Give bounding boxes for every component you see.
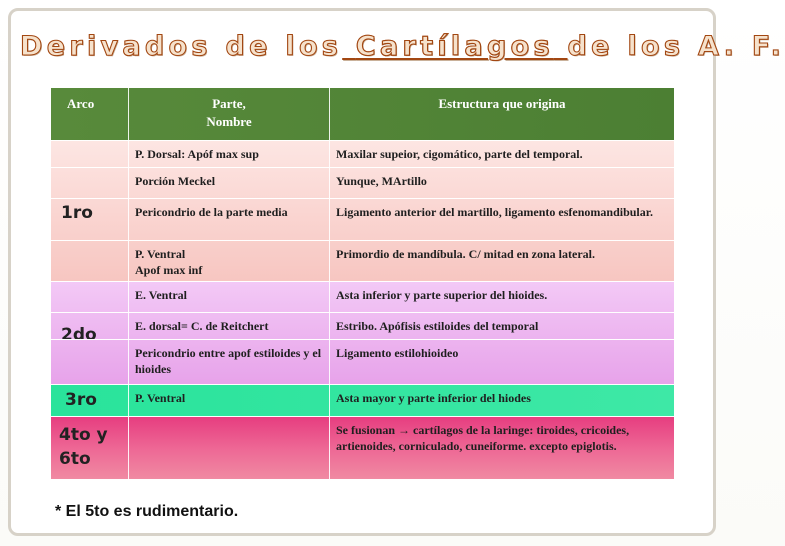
title-part-3: de los A. F. [567,31,785,62]
arco-label-1: 1ro [61,203,93,223]
parte-cell: Pericondrio de la parte media [128,199,329,240]
table-row [51,312,674,339]
estructura-cell: Se fusionan → cartílagos de la laringe: tiroides, cricoides, artienoides, corniculado, cuneiforme. excepto epiglotis. [329,417,674,479]
header-estructura: Estructura que origina [329,88,674,140]
table-row [51,198,674,240]
estructura-cell: Yunque, MArtillo [329,168,674,198]
arco-4-6-group [51,416,674,479]
header-parte: Parte, Nombre [128,88,329,140]
parte-cell: Porción Meckel [128,168,329,198]
parte-cell: P. Ventral Apof max inf [128,241,329,281]
arco-2-group [51,281,674,384]
table-row [51,384,674,416]
table-row [51,416,674,479]
table-header-row [51,88,674,140]
slide-title [20,30,785,64]
arco-label-4-6: 4to y 6to [59,425,108,469]
table-row [51,140,674,167]
estructura-cell: Asta inferior y parte superior del hioides. [329,282,674,312]
parte-cell: Pericondrio entre apof estiloides y el hioides [128,340,329,384]
estructura-cell: Estribo. Apófisis estiloides del temporal [329,313,674,339]
footnote: * El 5to es rudimentario. [55,503,239,520]
parte-cell: E. dorsal= C. de Reitchert [128,313,329,339]
estructura-cell: Ligamento estilohioideo [329,340,674,384]
estructura-cell: Primordio de mandíbula. C/ mitad en zona lateral. [329,241,674,281]
parte-cell [128,417,329,479]
arco-1-group [51,140,674,281]
estructura-cell: Asta mayor y parte inferior del hiodes [329,385,674,416]
derivatives-table [51,88,674,479]
table-row [51,339,674,384]
estructura-cell: Ligamento anterior del martillo, ligamento esfenomandibular. [329,199,674,240]
arco-3-group [51,384,674,416]
table-row [51,167,674,198]
table-row [51,240,674,281]
arco-label-2: 2do [61,325,97,345]
title-part-1: Derivados de los [20,31,343,62]
estructura-cell: Maxilar supeior, cigomático, parte del temporal. [329,141,674,167]
title-part-2: Cartílagos [355,31,554,62]
table-row [51,281,674,312]
parte-cell: P. Ventral [128,385,329,416]
parte-cell: E. Ventral [128,282,329,312]
parte-cell: P. Dorsal: Apóf max sup [128,141,329,167]
header-arco: Arco [67,96,95,111]
arco-label-3: 3ro [65,389,97,410]
